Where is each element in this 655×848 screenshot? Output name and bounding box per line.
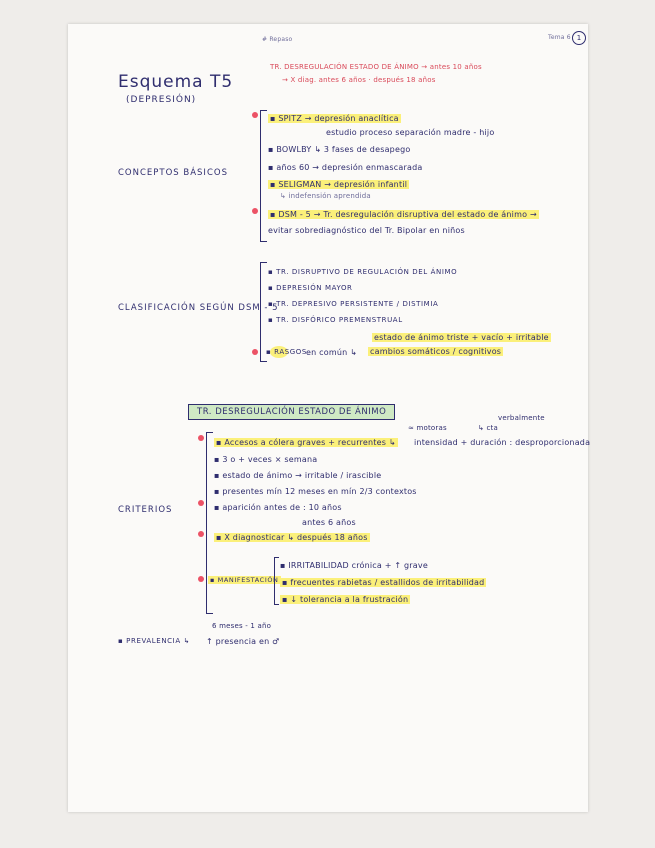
manifestacion-bracket bbox=[274, 557, 279, 605]
criterios-brace bbox=[206, 432, 213, 614]
criterio-item: intensidad + duración : desproporcionada bbox=[414, 438, 591, 447]
rasgos-connector: en común ↳ bbox=[306, 348, 358, 357]
rasgos-label: ▪ RASGOS bbox=[266, 348, 307, 356]
criterio-item: antes 6 años bbox=[302, 518, 356, 527]
criterio-item: ▪ Accesos a cólera graves + recurrentes ↳ bbox=[216, 438, 396, 447]
page-subtitle: (DEPRESIÓN) bbox=[126, 95, 197, 105]
manifestacion-item: ▪ IRRITABILIDAD crónica + ↑ grave bbox=[280, 561, 428, 570]
criterio-item: ▪ aparición antes de : 10 años bbox=[214, 503, 342, 512]
concepto-item: ▪ años 60 → depresión enmascarada bbox=[268, 163, 423, 172]
clasificacion-brace bbox=[260, 262, 267, 362]
conceptos-brace bbox=[260, 110, 267, 242]
prevalencia-label: ▪ PREVALENCIA ↳ bbox=[118, 637, 190, 645]
clasificacion-label: CLASIFICACIÓN SEGÚN DSM - 5 bbox=[118, 303, 279, 313]
clasificacion-item: ▪ TR. DISFÓRICO PREMENSTRUAL bbox=[268, 316, 403, 324]
page-number: 1 bbox=[572, 31, 586, 45]
concepto-item: ▪ SELIGMAN → depresión infantil bbox=[270, 180, 408, 189]
concepto-item: ▪ BOWLBY ↳ 3 fases de desapego bbox=[268, 145, 411, 154]
concepto-item: ↳ indefensión aprendida bbox=[280, 192, 371, 200]
clasificacion-item: ▪ TR. DISRUPTIVO DE REGULACIÓN DEL ÁNIMO bbox=[268, 268, 458, 276]
dot-marker bbox=[252, 349, 258, 355]
dot-marker bbox=[198, 531, 204, 537]
clasificacion-item: ▪ DEPRESIÓN MAYOR bbox=[268, 284, 353, 292]
dot-marker bbox=[252, 112, 258, 118]
concepto-item: estudio proceso separación madre - hijo bbox=[326, 128, 495, 137]
rasgos-top: estado de ánimo triste + vacío + irritable bbox=[374, 333, 549, 342]
verbal-note: verbalmente bbox=[498, 414, 545, 422]
criterio-item: ▪ 3 o + veces × semana bbox=[214, 455, 318, 464]
red-note-2: → X diag. antes 6 años · después 18 años bbox=[282, 76, 436, 84]
criterios-title-box: TR. DESREGULACIÓN ESTADO DE ÁNIMO bbox=[188, 404, 395, 420]
manifestacion-label: ▪ MANIFESTACIÓN bbox=[210, 576, 279, 584]
page-title: Esquema T5 bbox=[118, 72, 234, 92]
motor-note: ≈ motoras bbox=[408, 424, 447, 432]
cta-note: ↳ cta bbox=[478, 424, 498, 432]
criterio-item: ▪ X diagnosticar ↳ después 18 años bbox=[216, 533, 368, 542]
conceptos-label: CONCEPTOS BÁSICOS bbox=[118, 168, 228, 178]
red-note-1: TR. DESREGULACIÓN ESTADO DE ÁNIMO → antes 10 años bbox=[270, 63, 482, 71]
prevalencia-bottom: ↑ presencia en ♂ bbox=[206, 637, 280, 646]
criterio-item: ▪ estado de ánimo → irritable / irascible bbox=[214, 471, 382, 480]
prevalencia-top: 6 meses - 1 año bbox=[212, 622, 272, 630]
page-label: Tema 6 bbox=[548, 34, 571, 41]
criterios-label: CRITERIOS bbox=[118, 505, 173, 515]
dot-marker bbox=[198, 500, 204, 506]
dot-marker bbox=[252, 208, 258, 214]
rasgos-bottom: cambios somáticos / cognitivos bbox=[370, 347, 502, 356]
criterio-item: ▪ presentes mín 12 meses en mín 2/3 contextos bbox=[214, 487, 417, 496]
topic-heading: # Repaso bbox=[262, 36, 293, 43]
concepto-item: evitar sobrediagnóstico del Tr. Bipolar en niños bbox=[268, 226, 465, 235]
clasificacion-item: ▪ TR. DEPRESIVO PERSISTENTE / DISTIMIA bbox=[268, 300, 439, 308]
dot-marker bbox=[198, 435, 204, 441]
dot-marker bbox=[198, 576, 204, 582]
manifestacion-item: ▪ ↓ tolerancia a la frustración bbox=[282, 595, 409, 604]
concepto-item: ▪ SPITZ → depresión anaclítica bbox=[270, 114, 399, 123]
concepto-item: ▪ DSM - 5 → Tr. desregulación disruptiva del estado de ánimo → bbox=[270, 210, 537, 219]
manifestacion-item: ▪ frecuentes rabietas / estallidos de irritabilidad bbox=[282, 578, 485, 587]
